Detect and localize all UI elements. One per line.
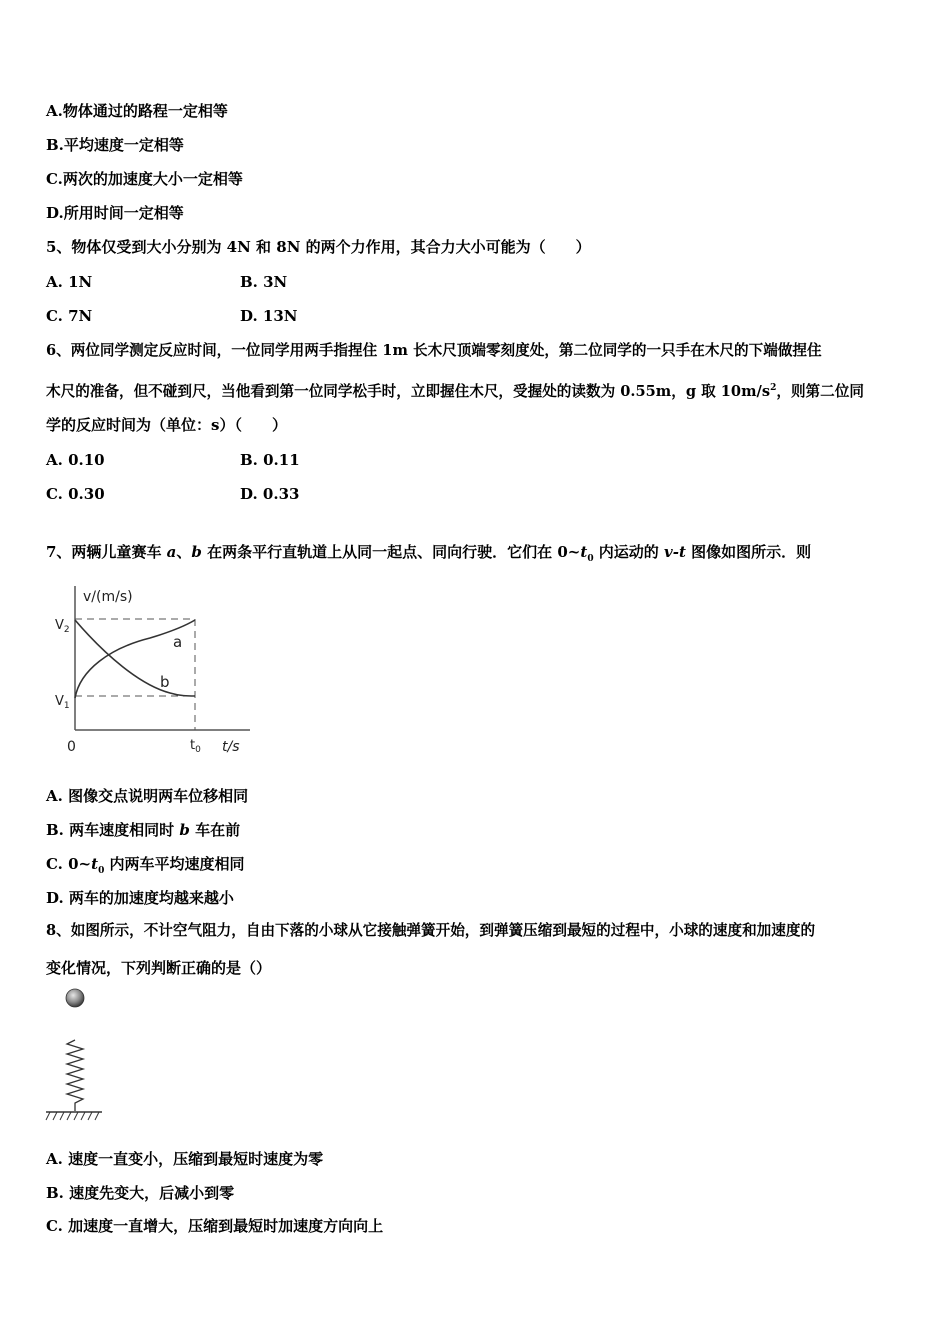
- ground-hatching: [46, 1112, 99, 1120]
- curve-b-label: b: [160, 673, 170, 691]
- q5-option-d: D. 13N: [240, 307, 298, 325]
- q7-option-d: D. 两车的加速度均越来越小: [46, 889, 234, 907]
- t0-label: $t_0$: [190, 738, 201, 755]
- q4-option-b: B.平均速度一定相等: [46, 136, 184, 154]
- q6-option-b: B. 0.11: [240, 451, 300, 469]
- q5-option-c: C. 7N: [46, 307, 93, 325]
- q8-option-a: A. 速度一直变小，压缩到最短时速度为零: [46, 1150, 324, 1168]
- q7-option-c: C. $0\sim t_0$ 内两车平均速度相同: [46, 855, 245, 876]
- ball-spring-figure: [40, 985, 110, 1125]
- v1-label: $V_1$: [55, 694, 70, 711]
- x-axis-label: t/s: [222, 739, 240, 755]
- v2-label: $V_2$: [55, 618, 70, 635]
- q5-option-a: A. 1N: [46, 273, 93, 291]
- q6-option-c: C. 0.30: [46, 485, 105, 503]
- curve-a: [75, 620, 195, 698]
- q8-option-c: C. 加速度一直增大，压缩到最短时加速度方向向上: [46, 1217, 384, 1235]
- q4-option-c: C.两次的加速度大小一定相等: [46, 170, 243, 188]
- ball: [66, 989, 84, 1007]
- q5-stem: 5、物体仅受到大小分别为 4N 和 8N 的两个力作用，其合力大小可能为（ ）: [46, 238, 591, 256]
- q6-option-a: A. 0.10: [46, 451, 105, 469]
- q6-option-d: D. 0.33: [240, 485, 300, 503]
- q7-stem: 7、两辆儿童赛车 a、b 在两条平行直轨道上从同一起点、同向行驶．它们在 $0\sim t_0$ 内运动的 v-t 图像如图所示．则: [46, 543, 812, 564]
- curve-b: [75, 620, 195, 696]
- spring: [67, 1040, 83, 1111]
- q7-option-b: B. 两车速度相同时 b 车在前: [46, 821, 241, 839]
- y-axis-label: v/(m/s): [83, 589, 133, 605]
- q5-option-b: B. 3N: [240, 273, 288, 291]
- q7-option-a: A. 图像交点说明两车位移相同: [46, 787, 249, 805]
- q8-stem-line1: 8、如图所示，不计空气阻力，自由下落的小球从它接触弹簧开始，到弹簧压缩到最短的过程中，小球的速度和加速度的: [46, 922, 816, 939]
- q4-option-d: D.所用时间一定相等: [46, 204, 184, 222]
- q8-stem-line2: 变化情况，下列判断正确的是（）: [46, 959, 272, 977]
- q8-option-b: B. 速度先变大，后减小到零: [46, 1184, 235, 1202]
- q6-stem-line2: 木尺的准备，但不碰到尺，当他看到第一位同学松手时，立即握住木尺，受握处的读数为 0.55m，g 取 $10m/s^2$，则第二位同: [46, 382, 864, 400]
- vt-graph: [50, 580, 260, 760]
- q6-stem-line3: 学的反应时间为（单位：s）（ ）: [46, 416, 287, 434]
- origin-label: 0: [67, 739, 76, 755]
- curve-a-label: a: [173, 633, 183, 651]
- q4-option-a: A.物体通过的路程一定相等: [46, 102, 228, 120]
- q6-stem-line1: 6、两位同学测定反应时间，一位同学用两手指捏住 1m 长木尺顶端零刻度处，第二位同学的一只手在木尺的下端做捏住: [46, 342, 822, 359]
